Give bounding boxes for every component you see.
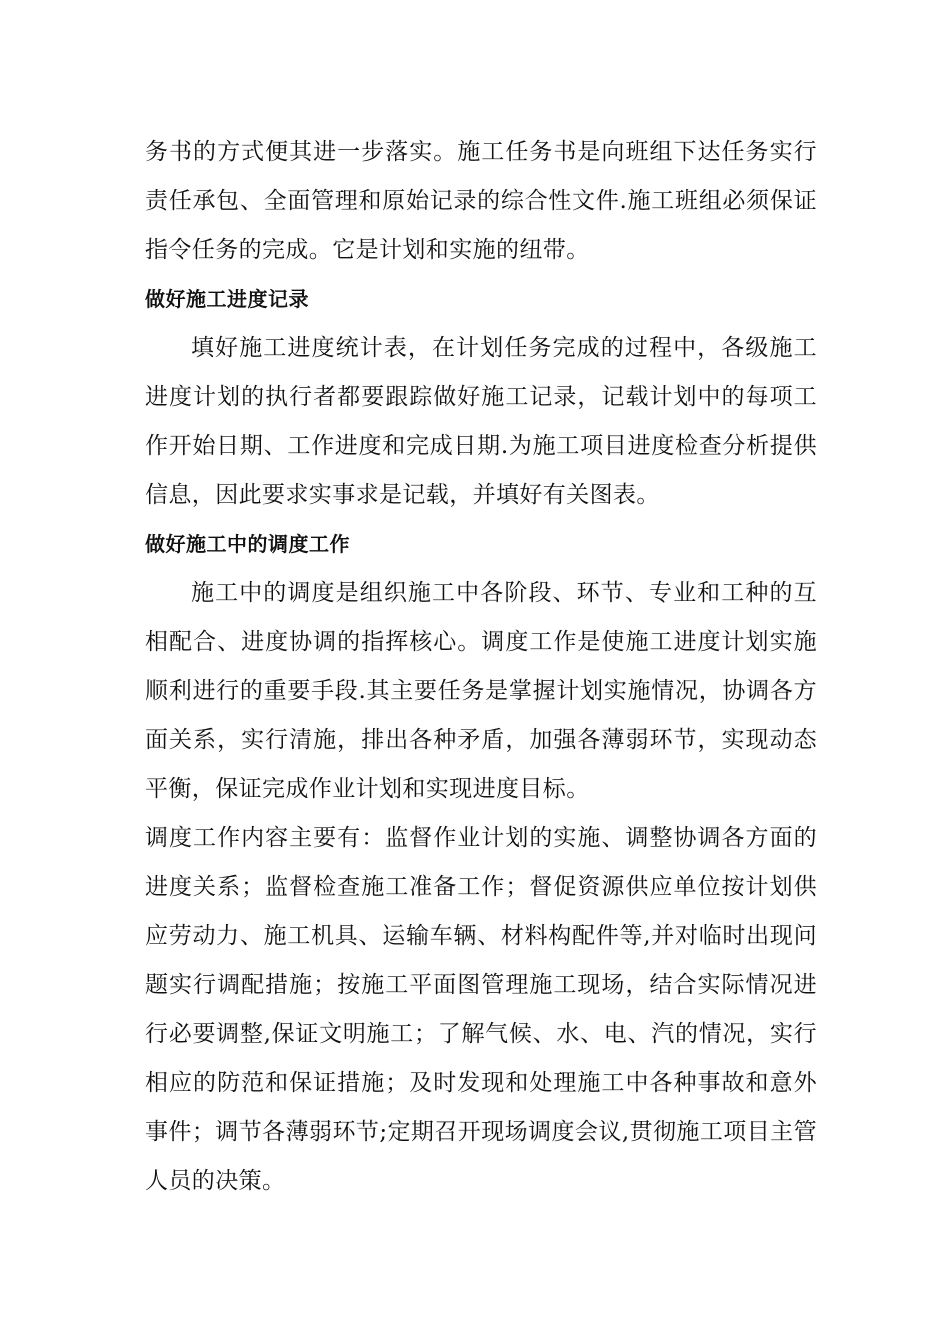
paragraph-dispatch-work: 施工中的调度是组织施工中各阶段、环节、专业和工种的互相配合、进度协调的指挥核心。调度工作是使施工进度计划实施顺利进行的重要手段.其主要任务是掌握计划实施情况，协调各方面关系，实行清施，排出各种矛盾，加强各薄弱环节，实现动态平衡，保证完成作业计划和实现进度目标。	[145, 580, 817, 802]
heading-progress-record: 做好施工进度记录	[145, 287, 309, 311]
document-page	[145, 128, 817, 1206]
paragraph-progress-record: 填好施工进度统计表，在计划任务完成的过程中，各级施工进度计划的执行者都要跟踪做好施工记录，记载计划中的每项工作开始日期、工作进度和完成日期.为施工项目进度检查分析提供信息，因此要求实事求是记载，并填好有关图表。	[145, 335, 817, 508]
paragraph-dispatch-content: 调度工作内容主要有：监督作业计划的实施、调整协调各方面的进度关系；监督检查施工准备工作；督促资源供应单位按计划供应劳动力、施工机具、运输车辆、材料构配件等,并对临时出现问题实行调配措施；按施工平面图管理施工现场，结合实际情况进行必要调整,保证文明施工；了解气候、水、电、汽的情况，实行相应的防范和保证措施；及时发现和处理施工中各种事故和意外事件；调节各薄弱环节;定期召开现场调度会议,贯彻施工项目主管人员的决策。	[145, 825, 817, 1194]
heading-dispatch-work: 做好施工中的调度工作	[145, 532, 350, 556]
paragraph-task-book: 务书的方式便其进一步落实。施工任务书是向班组下达任务实行责任承包、全面管理和原始记录的综合性文件.施工班组必须保证指令任务的完成。它是计划和实施的纽带。	[145, 139, 817, 263]
